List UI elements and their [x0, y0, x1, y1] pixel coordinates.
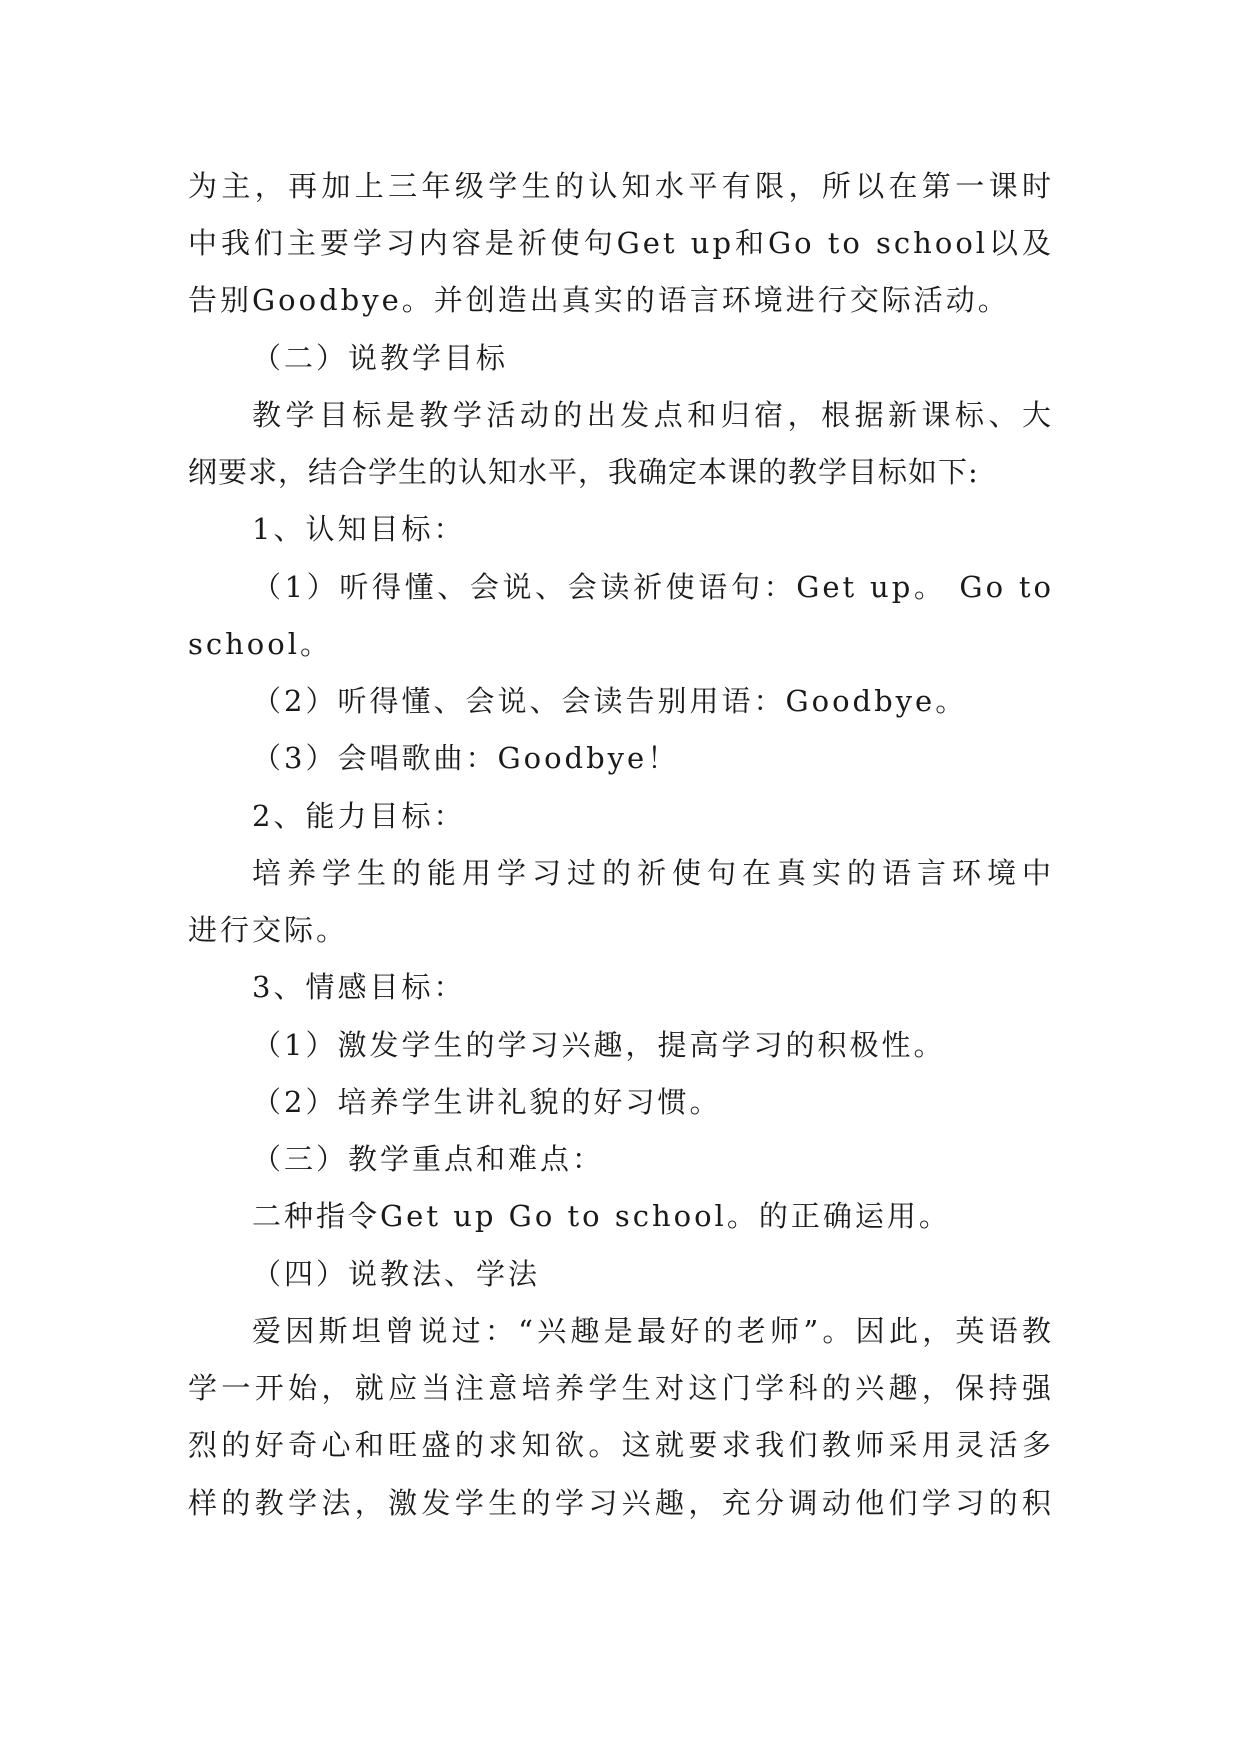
- paragraph-line: 学一开始，就应当注意培养学生对这门学科的兴趣，保持强: [188, 1371, 1054, 1405]
- list-heading: 1、认知目标：: [252, 512, 466, 546]
- paragraph-line: 培养学生的能用学习过的祈使句在真实的语言环境中: [252, 856, 1054, 890]
- paragraph-line: 爱因斯坦曾说过：“兴趣是最好的老师”。因此，英语教: [252, 1314, 1054, 1348]
- paragraph-line: 中我们主要学习内容是祈使句Get up和Go to school以及: [188, 226, 1054, 260]
- paragraph-line: 告别Goodbye。并创造出真实的语言环境进行交际活动。: [188, 283, 1010, 317]
- list-item: （1）听得懂、会说、会读祈使语句：Get up。 Go to: [252, 570, 1054, 604]
- paragraph-line: 纲要求，结合学生的认知水平，我确定本课的教学目标如下:: [188, 455, 979, 489]
- list-item: （2）培养学生讲礼貌的好习惯。: [252, 1085, 722, 1119]
- paragraph-line: 进行交际。: [188, 913, 349, 947]
- paragraph-line: 烈的好奇心和旺盛的求知欲。这就要求我们教师采用灵活多: [188, 1428, 1054, 1462]
- list-heading: 3、情感目标：: [252, 970, 466, 1004]
- section-heading: （二）说教学目标: [252, 341, 509, 375]
- list-item: （3）会唱歌曲：Goodbye！: [252, 741, 680, 775]
- section-heading: （三）教学重点和难点：: [252, 1142, 605, 1176]
- list-item: （1）激发学生的学习兴趣，提高学习的积极性。: [252, 1028, 946, 1062]
- paragraph-line: 样的教学法，激发学生的学习兴趣，充分调动他们学习的积: [188, 1486, 1054, 1520]
- list-item: （2）听得懂、会说、会读告别用语：Goodbye。: [252, 684, 968, 718]
- paragraph-line: 教学目标是教学活动的出发点和归宿，根据新课标、大: [252, 398, 1054, 432]
- list-heading: 2、能力目标：: [252, 799, 466, 833]
- paragraph-line: 为主，再加上三年级学生的认知水平有限，所以在第一课时: [188, 169, 1054, 203]
- section-heading: （四）说教法、学法: [252, 1257, 541, 1291]
- list-item-continued: school。: [188, 627, 332, 661]
- paragraph-line: 二种指令Get up Go to school。的正确运用。: [252, 1199, 951, 1233]
